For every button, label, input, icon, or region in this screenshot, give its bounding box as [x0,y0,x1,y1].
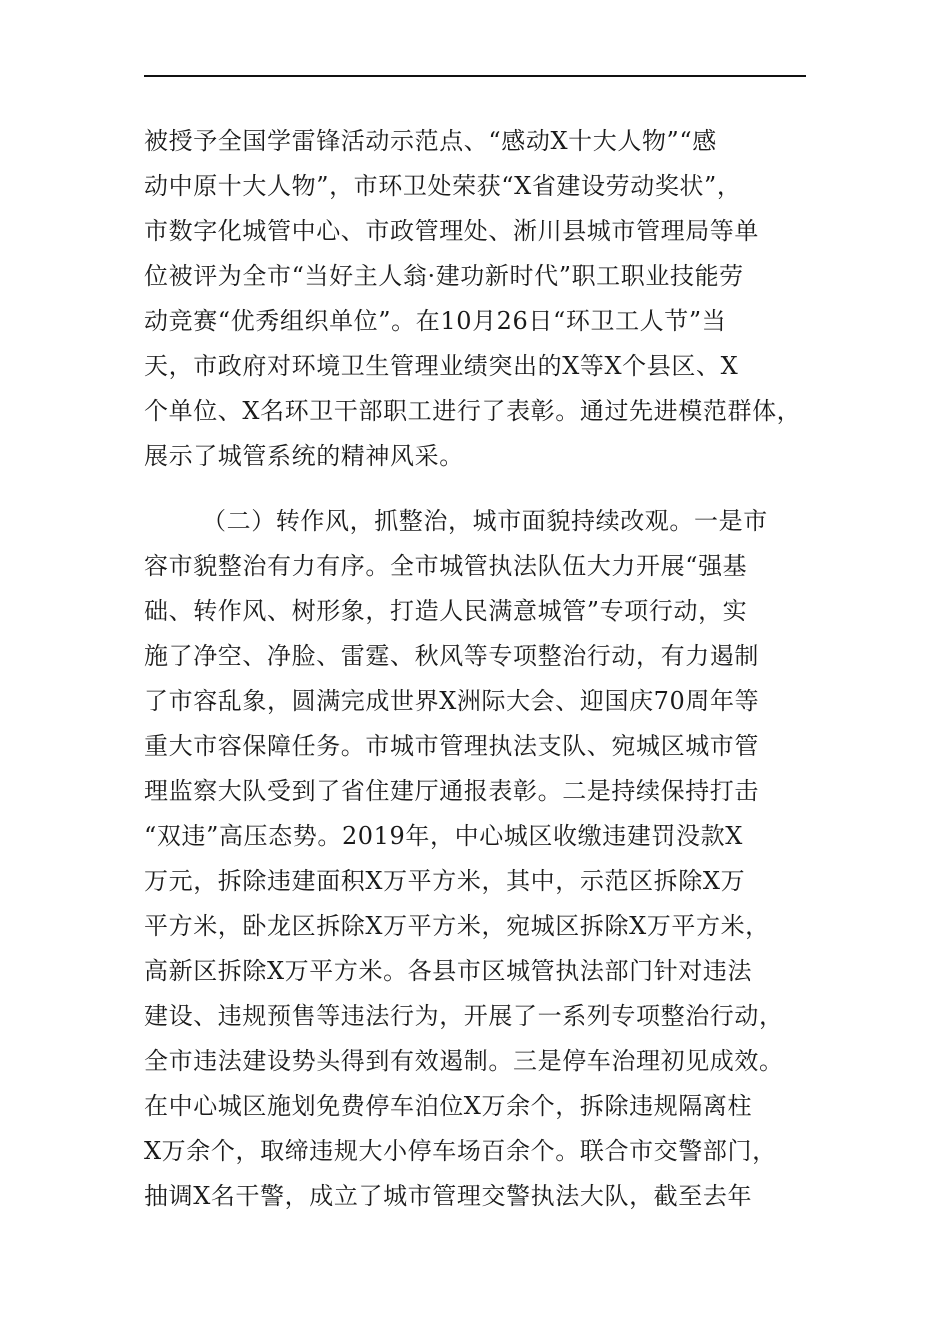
text-line: 施了净空、净脸、雷霆、秋风等专项整治行动，有力遏制 [144,642,759,670]
text-line: 在中心城区施划免费停车泊位X万余个，拆除违规隔离柱 [144,1092,753,1120]
text-line: 全市违法建设势头得到有效遏制。三是停车治理初见成效。 [144,1047,784,1075]
paragraph-spacing [144,479,824,499]
text-line: 万元，拆除违建面积X万平方米，其中，示范区拆除X万 [144,867,746,895]
text-line: 了市容乱象，圆满完成世界X洲际大会、迎国庆70周年等 [144,687,760,715]
text-line: X万余个，取缔违规大小停车场百余个。联合市交警部门， [144,1137,777,1165]
text-line: 动中原十大人物”，市环卫处荣获“X省建设劳动奖状”， [144,172,742,200]
text-line: 展示了城管系统的精神风采。 [144,442,464,470]
text-line: 平方米，卧龙区拆除X万平方米，宛城区拆除X万平方米， [144,912,770,940]
text-line: 市数字化城管中心、市政管理处、淅川县城市管理局等单 [144,217,759,245]
text-line: 容市貌整治有力有序。全市城管执法队伍大力开展“强基 [144,552,748,580]
text-line: 建设、违规预售等违法行为，开展了一系列专项整治行动， [144,1002,784,1030]
text-line: 个单位、X名环卫干部职工进行了表彰。通过先进模范群体， [144,397,802,425]
paragraph-1 [144,119,824,479]
text-line: 高新区拆除X万平方米。各县市区城管执法部门针对违法 [144,957,753,985]
text-line: 抽调X名干警，成立了城市管理交警执法大队，截至去年 [144,1182,753,1210]
text-line: 被授予全国学雷锋活动示范点、“感动X十大人物”“感 [144,127,717,155]
text-line: 天，市政府对环境卫生管理业绩突出的X等X个县区、X [144,352,739,380]
document-body [144,119,824,1219]
header-rule [144,75,806,77]
paragraph-2 [144,499,824,1219]
text-line: 位被评为全市“当好主人翁·建功新时代”职工职业技能劳 [144,262,744,290]
section-heading-line: （二）转作风，抓整治，城市面貌持续改观。一是市 [202,507,768,535]
text-line: 动竞赛“优秀组织单位”。在10月26日“环卫工人节”当 [144,307,727,335]
text-line: “双违”高压态势。2019年，中心城区收缴违建罚没款X [144,822,743,850]
text-line: 础、转作风、树形象，打造人民满意城管”专项行动，实 [144,597,748,625]
text-line: 理监察大队受到了省住建厅通报表彰。二是持续保持打击 [144,777,759,805]
text-line: 重大市容保障任务。市城市管理执法支队、宛城区城市管 [144,732,759,760]
